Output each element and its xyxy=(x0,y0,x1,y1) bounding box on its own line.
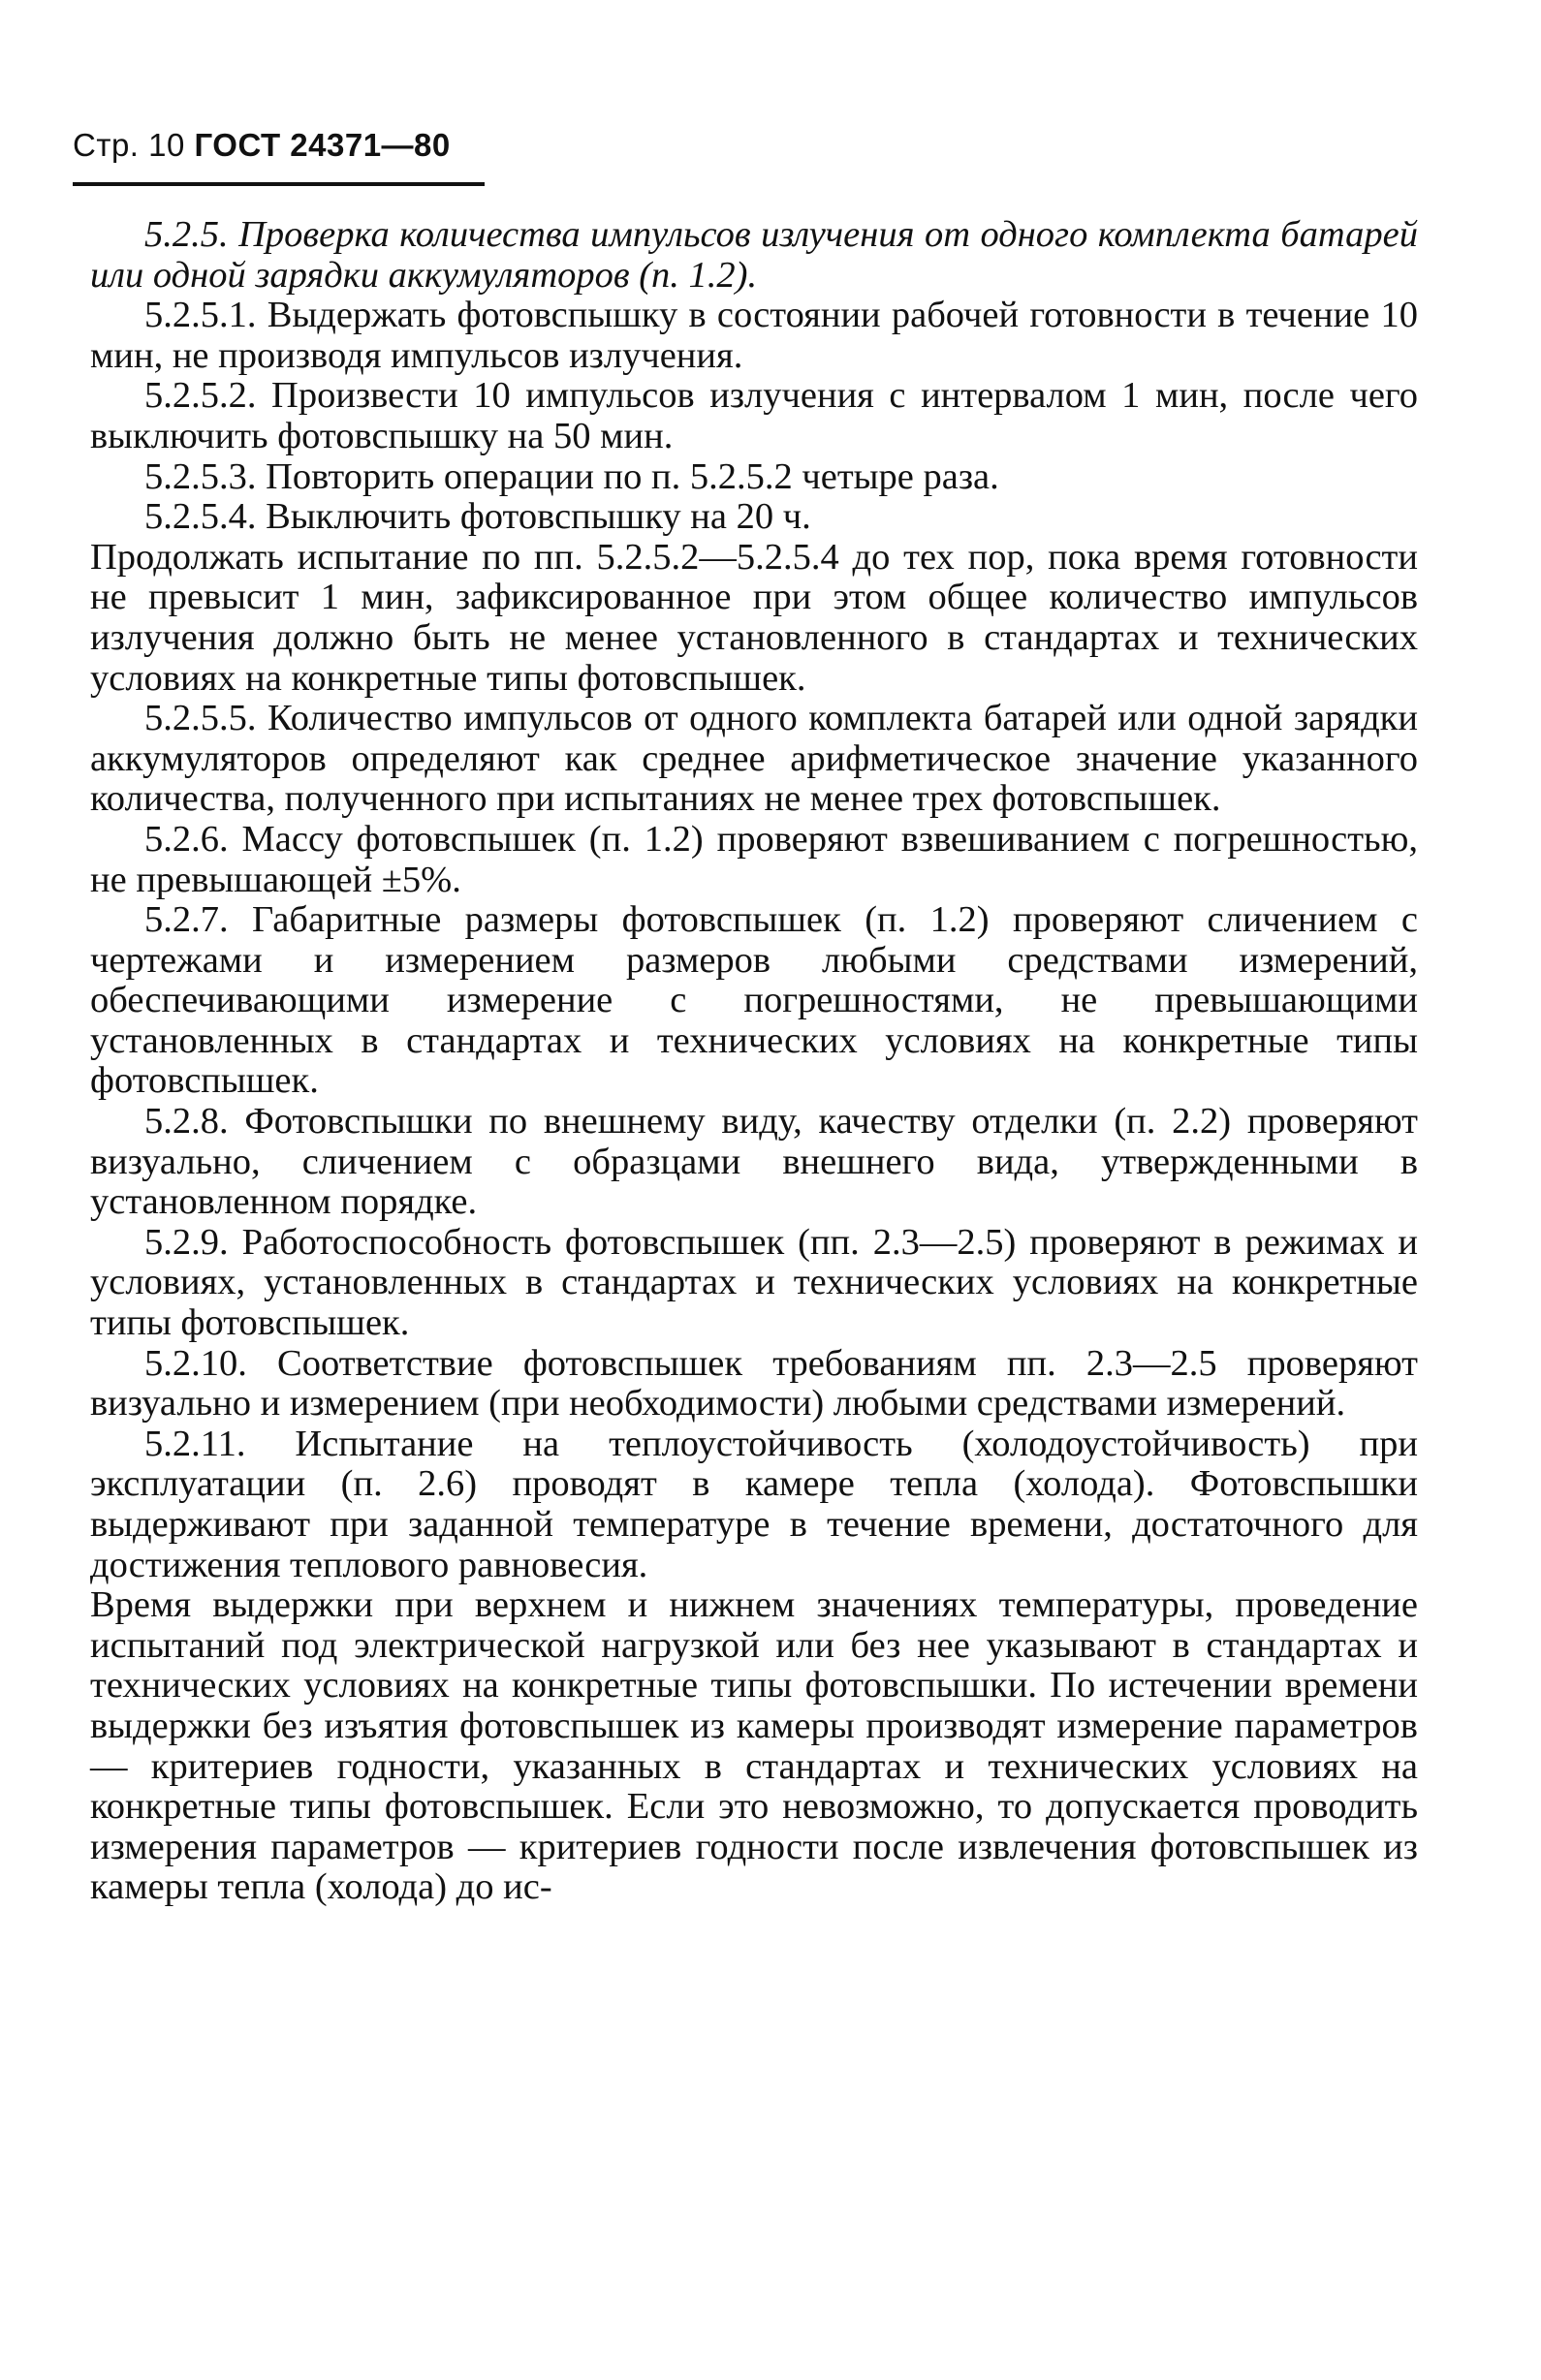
paragraph-5-2-10: 5.2.10. Соответствие фотовспышек требованиям пп. 2.3—2.5 проверяют визуально и измерением (при необходимости) любыми средствами измерений. xyxy=(90,1342,1418,1425)
paragraph-5-2-5-1: 5.2.5.1. Выдержать фотовспышку в состоянии рабочей готовности в течение 10 мин, не производя импульсов излучения. xyxy=(90,295,1418,376)
paragraph-5-2-8: 5.2.8. Фотовспышки по внешнему виду, качеству отделки (п. 2.2) проверяют визуально, сличением с образцами внешнего вида, утвержденными в установленном порядке. xyxy=(90,1101,1418,1223)
standard-designation: ГОСТ 24371—80 xyxy=(194,127,451,163)
page-header xyxy=(73,126,451,165)
paragraph-continue-test: Продолжать испытание по пп. 5.2.5.2—5.2.5.4 до тех пор, пока время готовности не превысит 1 мин, зафиксированное при этом общее количество импульсов излучения должно быть не менее установленного в стандартах и технических условиях на конкретные типы фотовспышек. xyxy=(90,536,1418,699)
paragraph-5-2-7: 5.2.7. Габаритные размеры фотовспышек (п. 1.2) проверяют сличением с чертежами и измерением размеров любыми средствами измерений, обеспечивающими измерение с погрешностями, не превышающими установленных в стандартах и технических условиях на конкретные типы фотовспышек. xyxy=(90,899,1418,1102)
header-rule xyxy=(73,182,485,186)
paragraph-5-2-5-4: 5.2.5.4. Выключить фотовспышку на 20 ч. xyxy=(144,496,811,538)
paragraph-5-2-9: 5.2.9. Работоспособность фотовспышек (пп. 2.3—2.5) проверяют в режимах и условиях, установленных в стандартах и технических условиях на конкретные типы фотовспышек. xyxy=(90,1221,1418,1344)
paragraph-5-2-5-3: 5.2.5.3. Повторить операции по п. 5.2.5.2 четыре раза. xyxy=(144,455,999,497)
paragraph-5-2-5-2: 5.2.5.2. Произвести 10 импульсов излучения с интервалом 1 мин, после чего выключить фотовспышку на 50 мин. xyxy=(90,375,1418,456)
paragraph-5-2-5: 5.2.5. Проверка количества импульсов излучения от одного комплекта батарей или одной зарядки аккумуляторов (п. 1.2). xyxy=(90,214,1418,296)
paragraph-5-2-11: 5.2.11. Испытание на теплоустойчивость (холодоустойчивость) при эксплуатации (п. 2.6) проводят в камере тепла (холода). Фотовспышки выдерживают при заданной температуре в течение времени, достаточного для достижения теплового равновесия. xyxy=(90,1423,1418,1585)
paragraph-5-2-6: 5.2.6. Массу фотовспышек (п. 1.2) проверяют взвешиванием с погрешностью, не превышающей ±5%. xyxy=(90,818,1418,900)
body-text xyxy=(90,215,1418,1908)
page-number-label: Стр. 10 xyxy=(73,127,185,163)
paragraph-exposure-time: Время выдержки при верхнем и нижнем значениях температуры, проведение испытаний под электрической нагрузкой или без нее указывают в стандартах и технических условиях на конкретные типы фотовспышки. По истечении времени выдержки без изъятия фотовспышек из камеры производят измерение параметров — критериев годности, указанных в стандартах и технических условиях на конкретные типы фотовспышек. Если это невозможно, то допускается проводить измерения параметров — критериев годности после извлечения фотовспышек из камеры тепла (холода) до ис- xyxy=(90,1584,1418,1908)
paragraph-5-2-5-5: 5.2.5.5. Количество импульсов от одного комплекта батарей или одной зарядки аккумуляторов определяют как среднее арифметическое значение указанного количества, полученного при испытаниях не менее трех фотовспышек. xyxy=(90,698,1418,820)
